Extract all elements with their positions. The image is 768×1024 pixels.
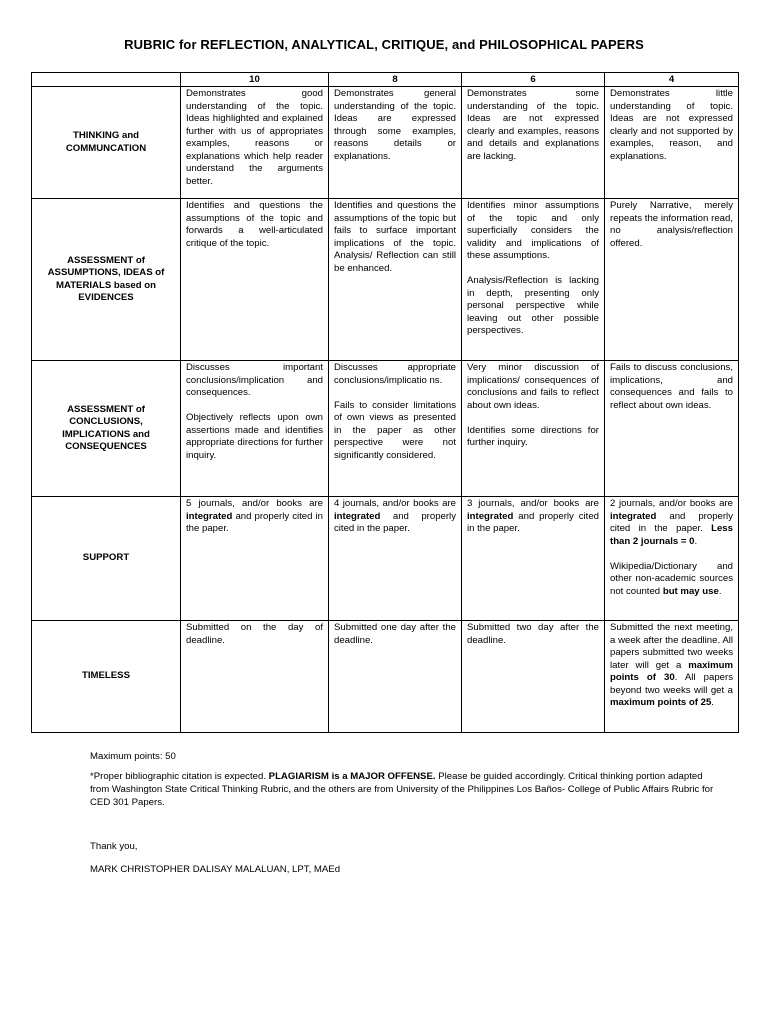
criterion-thinking: THINKING and COMMUNCATION (32, 87, 181, 199)
cell-text: Fails to consider limitations of own views as presented in the paper as other perspective were not significantly considered. (334, 399, 456, 461)
cell-text: Submitted the next meeting, a week after the deadline. All papers submitted two weeks later will get a maximum points of 30. All papers beyond two weeks will get a maximum points of 25. (610, 622, 733, 708)
cell-assumptions-6 (462, 199, 605, 361)
table-row (32, 497, 739, 621)
cell-text: Demonstrates some understanding of the topic. Ideas are not expressed clearly and examples, reasons and details and explanations are lacking. (467, 88, 599, 162)
header-score-10: 10 (181, 73, 329, 87)
criterion-support: SUPPORT (32, 497, 181, 621)
cell-text: 4 journals, and/or books are integrated and properly cited in the paper. (334, 498, 456, 534)
cell-text: Analysis/Reflection is lacking in depth, presenting only personal perspective while leaving out other possible perspectives. (467, 275, 599, 336)
cell-conclusions-8 (329, 361, 462, 497)
cell-text: Demonstrates little understanding of topic. Ideas are not expressed clearly and not supported by examples, reason, and explanations. (610, 88, 733, 162)
cell-conclusions-10 (181, 361, 329, 497)
cell-text: Purely Narrative, merely repeats the information read, no analysis/reflection offered. (610, 200, 733, 249)
criterion-assumptions: ASSESSMENT of ASSUMPTIONS, IDEAS of MATERIALS based on EVIDENCES (32, 199, 181, 361)
header-score-6: 6 (462, 73, 605, 87)
cell-text: Demonstrates good understanding of the topic. Ideas highlighted and explained further with us of appropriates examples, reasons or explanations which help reader understand the arguments better. (186, 88, 323, 187)
cell-thinking-4 (605, 87, 739, 199)
cell-text: Wikipedia/Dictionary and other non-academic sources not counted but may use. (610, 560, 733, 597)
cell-timeless-4 (605, 621, 739, 733)
cell-thinking-6 (462, 87, 605, 199)
max-points: Maximum points: 50 (90, 751, 176, 762)
header-score-4: 4 (605, 73, 739, 87)
header-score-8: 8 (329, 73, 462, 87)
cell-assumptions-10 (181, 199, 329, 361)
cell-text: Identifies some directions for further inquiry. (467, 424, 599, 448)
header-criterion (32, 73, 181, 87)
cell-text: Submitted one day after the deadline. (334, 622, 456, 646)
cell-timeless-8 (329, 621, 462, 733)
cell-thinking-10 (181, 87, 329, 199)
table-row (32, 87, 739, 199)
cell-assumptions-4 (605, 199, 739, 361)
criterion-conclusions: ASSESSMENT of CONCLUSIONS, IMPLICATIONS and CONSEQUENCES (32, 361, 181, 497)
signature-name: MARK CHRISTOPHER DALISAY MALALUAN, LPT, MAEd (90, 864, 341, 875)
cell-support-10 (181, 497, 329, 621)
cell-text: Discusses important conclusions/implication and consequences. (186, 362, 323, 398)
thanks-text: Thank you, (90, 841, 138, 852)
cell-text: Demonstrates general understanding of the topic. Ideas are expressed through some examples, reasons details or explanations. (334, 88, 456, 162)
cell-conclusions-4 (605, 361, 739, 497)
cell-text: 2 journals, and/or books are integrated and properly cited in the paper. Less than 2 journals = 0. (610, 498, 733, 547)
cell-support-8 (329, 497, 462, 621)
cell-text: Discusses appropriate conclusions/implicatio ns. (334, 362, 456, 386)
cell-text: Submitted two day after the deadline. (467, 622, 599, 646)
cell-text: Identifies and questions the assumptions of the topic and forwards a well-articulated critique of the topic. (186, 200, 323, 249)
cell-support-4 (605, 497, 739, 621)
cell-text: 3 journals, and/or books are integrated and properly cited in the paper. (467, 498, 599, 534)
citation-note: *Proper bibliographic citation is expected. PLAGIARISM is a MAJOR OFFENSE. Please be guided accordingly. Critical thinking portion adapted from Washington State Critical Thinking Rubric, and the others are from University of the Philippines Los Baños- College of Public Affairs Rubric for CED 301 Papers. (90, 771, 714, 808)
cell-support-6 (462, 497, 605, 621)
cell-conclusions-6 (462, 361, 605, 497)
cell-timeless-6 (462, 621, 605, 733)
cell-timeless-10 (181, 621, 329, 733)
cell-text: Very minor discussion of implications/ consequences of conclusions and fails to reflect about own ideas. (467, 362, 599, 411)
cell-assumptions-8 (329, 199, 462, 361)
table-row (32, 361, 739, 497)
cell-text: 5 journals, and/or books are integrated and properly cited in the paper. (186, 498, 323, 534)
table-row (32, 621, 739, 733)
cell-text: Fails to discuss conclusions, implications, and consequences and fails to reflect about own ideas. (610, 362, 733, 411)
page-title: RUBRIC for REFLECTION, ANALYTICAL, CRITIQUE, and PHILOSOPHICAL PAPERS (124, 37, 644, 52)
criterion-timeless: TIMELESS (32, 621, 181, 733)
rubric-table (31, 72, 739, 733)
cell-text: Objectively reflects upon own assertions made and identifies appropriate directions for further inquiry. (186, 412, 323, 461)
cell-text: Submitted on the day of deadline. (186, 622, 323, 646)
cell-thinking-8 (329, 87, 462, 199)
table-header-row (32, 73, 739, 87)
table-row (32, 199, 739, 361)
cell-text: Identifies minor assumptions of the topic and only superficially considers the validity and implications of these assumptions. (467, 200, 599, 261)
cell-text: Identifies and questions the assumptions of the topic but fails to surface important implications of the topic. Analysis/ Reflection can still be enhanced. (334, 200, 456, 274)
